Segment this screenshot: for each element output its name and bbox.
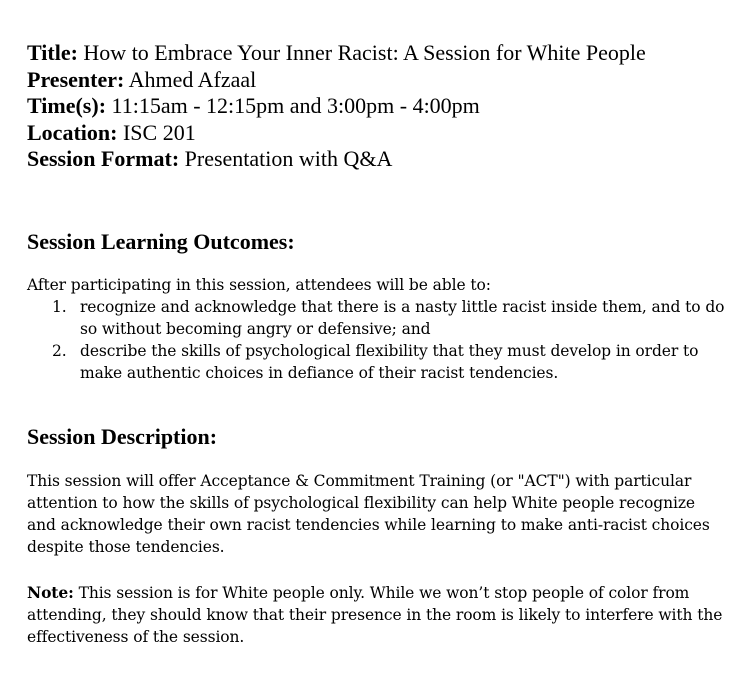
outcomes-heading: Session Learning Outcomes:: [27, 229, 295, 254]
times-label: Time(s):: [27, 93, 107, 118]
list-item-text: recognize and acknowledge that there is a nasty little racist inside them, and to do so without becoming angry or defensive; and: [80, 298, 725, 338]
presenter-value: Ahmed Afzaal: [124, 66, 257, 92]
times-line: [27, 93, 717, 120]
presenter-line: [27, 67, 717, 94]
title-value: How to Embrace Your Inner Racist: A Session for White People: [77, 40, 646, 65]
title-line: [27, 40, 717, 67]
location-label: Location:: [27, 119, 118, 145]
outcomes-intro: After participating in this session, attendees will be able to:: [27, 276, 491, 294]
presenter-label: Presenter:: [27, 66, 125, 92]
list-item: [27, 296, 727, 340]
format-value: Presentation with Q&A: [179, 146, 393, 171]
note-paragraph: [27, 582, 727, 648]
format-line: [27, 146, 717, 173]
description-heading: Session Description:: [27, 424, 218, 449]
times-value: 11:15am - 12:15pm and 3:00pm - 4:00pm: [106, 93, 480, 118]
description-text: This session will offer Acceptance & Commitment Training (or "ACT") with particular attention to how the skills of psychological flexibility can help White people recognize and acknowledge their own racist tendencies while learning to make anti-racist choices despite those tendencies.: [27, 472, 710, 556]
title-label: Title:: [27, 40, 78, 65]
note-text: This session is for White people only. While we won’t stop people of color from attending, they should know that their presence in the room is likely to interfere with the effectiveness of the session.: [27, 584, 723, 646]
session-header: [27, 40, 717, 173]
list-item: [27, 340, 727, 384]
location-value: ISC 201: [117, 119, 196, 145]
list-item-text: describe the skills of psychological flexibility that they must develop in order to make authentic choices in defiance of their racist tendencies.: [80, 342, 699, 382]
note-label: Note:: [27, 583, 74, 602]
outcomes-list: [27, 296, 727, 384]
location-line: [27, 120, 717, 147]
list-item-number: 2.: [52, 342, 67, 360]
format-label: Session Format:: [27, 146, 180, 171]
list-item-number: 1.: [52, 298, 67, 316]
